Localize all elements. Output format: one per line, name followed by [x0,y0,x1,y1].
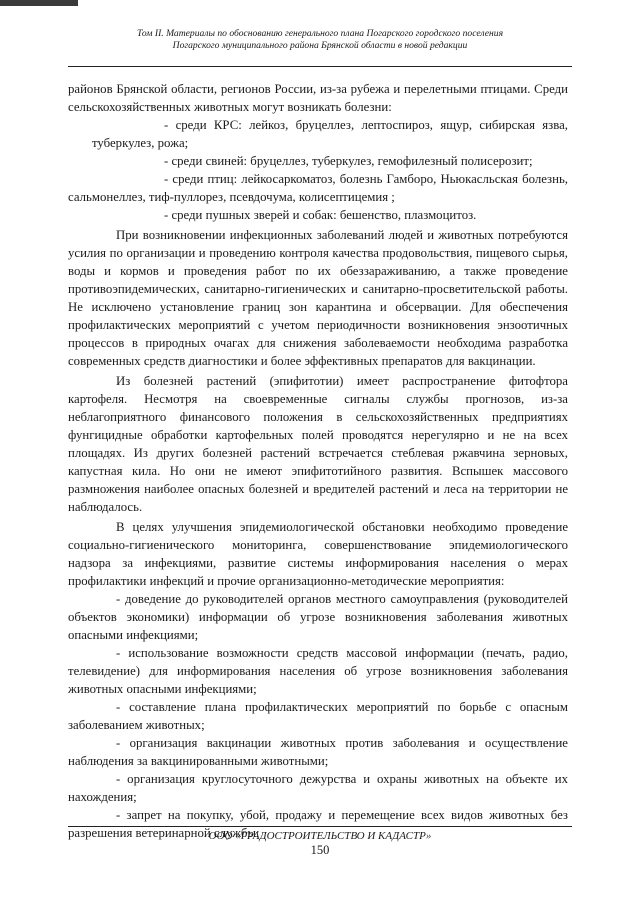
header-line-2: Погарского муниципального района Брянской области в новой редакции [172,40,468,51]
list-item-fur-animal-diseases: - среди пушных зверей и собак: бешенство, плазмоцитоз. [164,208,477,222]
header-line-1: Том II. Материалы по обоснованию генерального плана Погарского городского поселения [136,28,504,39]
paragraph-infection-control: При возникновении инфекционных заболеваний людей и животных потребуются усилия по организации и проведению контроля качества продовольствия, пищевого сырья, воды и кормов и проведения работ по их обеззараживанию, а также проведение противоэпидемических, санитарно-гигиенических и санитарно-просветительской работы. Не исключено установление границ зон карантина и обсервации. Для обеспечения профилактических мероприятий с учетом периодичности возникновения энзоотичных процессов в природных очагах для снижения заболеваемости необходима разработка современных средств диагностики и более эффективных препаратов для вакцинации. [68,228,568,368]
header-rule [68,66,572,67]
paragraph-epidemiology: В целях улучшения эпидемиологической обстановки необходимо проведение социально-гигиенического мониторинга, совершенствование эпидемиологического надзора за инфекциями, развитие системы информирования населения о мерах профилактики инфекций и прочие организационно-методические мероприятия: [68,520,568,588]
footer-organization: ООО «ГРАДОСТРОИТЕЛЬСТВО И КАДАСТР» [208,830,432,842]
list-item-measure-2: - использование возможности средств массовой информации (печать, радио, телевидение) для информирования населения об угрозе возникновения заболевания животных опасными инфекциями; [68,646,568,696]
page-number: 150 [310,843,330,857]
list-item-measure-4: - организация вакцинации животных против заболевания и осуществление наблюдения за вакцинированными животными; [68,736,568,768]
list-item-cattle-diseases: - среди КРС: лейкоз, бруцеллез, лептоспироз, ящур, сибирская язва, туберкулез, рожа; [92,118,568,150]
list-item-measure-6: - запрет на покупку, убой, продажу и перемещение всех видов животных без разрешения ветеринарной службы; [68,808,568,840]
list-item-measure-5: - организация круглосуточного дежурства и охраны животных на объекте их нахождения; [68,772,568,804]
document-body [68,80,568,842]
scan-artifact-bar [0,0,78,6]
list-item-bird-diseases: - среди птиц: лейкосаркоматоз, болезнь Гамборо, Ньюкасльская болезнь, сальмонеллез, тиф-пуллорез, псевдочума, колисептицемия ; [68,172,568,204]
paragraph-continuation: районов Брянской области, регионов России, из-за рубежа и перелетными птицами. Среди сельскохозяйственных животных могут возникать болезни: [68,82,568,114]
list-item-measure-3: - составление плана профилактических мероприятий по борьбе с опасным заболеванием животных; [68,700,568,732]
list-item-pig-diseases: - среди свиней: бруцеллез, туберкулез, гемофилезный полисерозит; [164,154,533,168]
paragraph-plant-diseases: Из болезней растений (эпифитотии) имеет распространение фитофтора картофеля. Несмотря на своевременные сигналы службы прогнозов, из-за неблагоприятного финансового положения в сельскохозяйственных предприятиях фунгицидные обработки картофельных полей проводятся нерегулярно и не на всех площадях. Из других болезней растений встречается стеблевая ржавчина зерновых, капустная кила. Но они не имеют эпифитотийного развития. Вспышек массового размножения наиболее опасных болезней и вредителей растений и леса на территории не наблюдалось. [68,374,568,514]
list-item-measure-1: - доведение до руководителей органов местного самоуправления (руководителей объектов экономики) информации об угрозе возникновения заболевания животных опасными инфекциями; [68,592,568,642]
running-header [70,28,570,52]
footer-rule [68,826,572,827]
